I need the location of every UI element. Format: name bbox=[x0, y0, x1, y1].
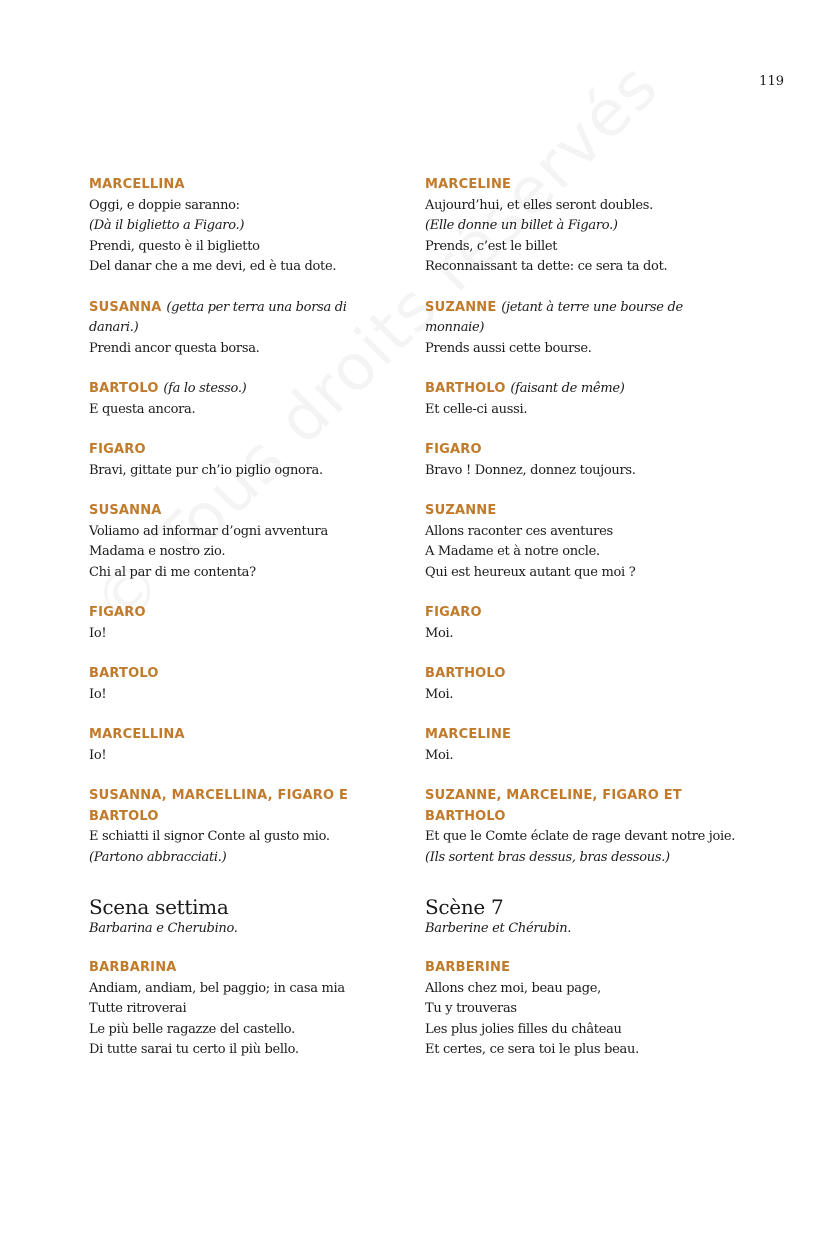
speaker-line bbox=[89, 725, 429, 746]
verse-line: A Madame et à notre oncle. bbox=[425, 544, 600, 559]
speaker-line bbox=[425, 298, 795, 319]
verse-line: Prends aussi cette bourse. bbox=[425, 340, 592, 356]
dialogue-block bbox=[89, 786, 429, 868]
italian-scene-subtitle: Barbarina e Cherubino. bbox=[89, 921, 238, 936]
stage-direction-line: (Ils sortent bras dessus, bras dessous.) bbox=[425, 849, 670, 865]
verse-line: Prends, c’est le billet bbox=[425, 238, 558, 254]
dialogue-block bbox=[425, 958, 795, 1061]
dialogue-block bbox=[425, 603, 795, 644]
verse-line: Di tutte sarai tu certo il più bello. bbox=[89, 1042, 299, 1057]
dialogue-block bbox=[425, 501, 795, 583]
stage-direction: (fa lo stesso.) bbox=[163, 381, 247, 396]
speaker-name: FIGARO bbox=[425, 442, 482, 457]
dialogue-block bbox=[89, 379, 429, 420]
speaker-line bbox=[425, 603, 795, 624]
speaker-line bbox=[89, 958, 429, 979]
verse-line: Andiam, andiam, bel paggio; in casa mia bbox=[89, 980, 345, 996]
verse-line: Prendi ancor questa borsa. bbox=[89, 340, 260, 356]
dialogue-block bbox=[425, 440, 795, 481]
italian-dialogue-a bbox=[89, 175, 429, 868]
speaker-line bbox=[425, 440, 795, 461]
stage-direction-line: danari.) bbox=[89, 320, 139, 335]
speaker-name: BARTHOLO bbox=[425, 666, 506, 681]
italian-scene-title: Scena settima bbox=[89, 895, 229, 919]
speaker-line bbox=[425, 725, 795, 746]
dialogue-block bbox=[89, 298, 429, 360]
verse-line: Les plus jolies filles du château bbox=[425, 1021, 622, 1037]
speaker-name: BARTOLO bbox=[89, 808, 159, 824]
stage-direction-line: (Elle donne un billet à Figaro.) bbox=[425, 218, 618, 233]
speaker-line bbox=[425, 786, 795, 807]
dialogue-block bbox=[425, 725, 795, 766]
dialogue-block bbox=[89, 440, 429, 481]
verse-line: Allons raconter ces aventures bbox=[425, 523, 613, 539]
verse-line: Et celle-ci aussi. bbox=[425, 401, 528, 417]
french-dialogue-a bbox=[425, 175, 795, 868]
dialogue-block bbox=[89, 175, 429, 278]
verse-line: Reconnaissant ta dette: ce sera ta dot. bbox=[425, 259, 668, 274]
verse-line: E questa ancora. bbox=[89, 401, 196, 417]
verse-line: Allons chez moi, beau page, bbox=[425, 980, 602, 996]
verse-line: Io! bbox=[89, 747, 107, 763]
verse-line: Qui est heureux autant que moi ? bbox=[425, 564, 636, 580]
speaker-line bbox=[89, 175, 429, 196]
stage-direction: (getta per terra una borsa di bbox=[166, 299, 347, 315]
french-dialogue-b bbox=[425, 958, 795, 1061]
french-scene-subtitle: Barberine et Chérubin. bbox=[425, 921, 572, 936]
speaker-line bbox=[89, 603, 429, 624]
dialogue-block bbox=[425, 298, 795, 360]
verse-line: Le più belle ragazze del castello. bbox=[89, 1021, 295, 1037]
stage-direction-line: monnaie) bbox=[425, 320, 485, 335]
dialogue-block bbox=[425, 786, 795, 868]
dialogue-block bbox=[425, 175, 795, 278]
verse-line: Et certes, ce sera toi le plus beau. bbox=[425, 1042, 639, 1057]
dialogue-block bbox=[89, 501, 429, 583]
speaker-line bbox=[89, 664, 429, 685]
stage-direction: (jetant à terre une bourse de bbox=[501, 299, 683, 315]
speaker-name: SUZANNE bbox=[425, 299, 497, 315]
verse-line: Prendi, questo è il biglietto bbox=[89, 238, 260, 254]
speaker-line bbox=[89, 501, 429, 522]
verse-line: Tutte ritroverai bbox=[89, 1001, 187, 1016]
verse-line: Bravi, gittate pur ch’io piglio ognora. bbox=[89, 462, 323, 478]
verse-line: Oggi, e doppie saranno: bbox=[89, 197, 240, 213]
speaker-name: SUSANNA bbox=[89, 299, 162, 315]
verse-line: Moi. bbox=[425, 686, 454, 702]
speaker-name: MARCELLINA bbox=[89, 727, 185, 742]
french-scene-title: Scène 7 bbox=[425, 895, 504, 919]
verse-line: Voliamo ad informar d’ogni avventura bbox=[89, 523, 328, 539]
verse-line: Madama e nostro zio. bbox=[89, 544, 226, 559]
speaker-line bbox=[425, 958, 795, 979]
speaker-line bbox=[89, 379, 429, 400]
italian-column bbox=[89, 175, 429, 1081]
speaker-name: BARTHOLO bbox=[425, 381, 506, 396]
verse-line: Del danar che a me devi, ed è tua dote. bbox=[89, 259, 337, 274]
speaker-name: BARTOLO bbox=[89, 381, 159, 396]
stage-direction: (faisant de même) bbox=[510, 381, 625, 396]
italian-dialogue-b bbox=[89, 958, 429, 1061]
speaker-name: BARBERINE bbox=[425, 960, 511, 975]
speaker-name: FIGARO bbox=[89, 442, 146, 457]
dialogue-block bbox=[89, 958, 429, 1061]
dialogue-block bbox=[425, 664, 795, 705]
dialogue-block bbox=[89, 664, 429, 705]
verse-line: E schiatti il signor Conte al gusto mio. bbox=[89, 829, 330, 844]
speaker-line bbox=[89, 440, 429, 461]
stage-direction-line: (Dà il biglietto a Figaro.) bbox=[89, 218, 245, 233]
speaker-name: BARTHOLO bbox=[425, 808, 506, 824]
speaker-line bbox=[425, 664, 795, 685]
speaker-name: FIGARO bbox=[425, 605, 482, 620]
speaker-name: FIGARO bbox=[89, 605, 146, 620]
speaker-name: SUSANNA bbox=[89, 503, 162, 518]
verse-line: Io! bbox=[89, 686, 107, 702]
speaker-name: SUZANNE bbox=[425, 503, 497, 518]
verse-line: Aujourd’hui, et elles seront doubles. bbox=[425, 197, 653, 213]
dialogue-block bbox=[425, 379, 795, 420]
verse-line: Chi al par di me contenta? bbox=[89, 564, 256, 580]
speaker-name: BARTOLO bbox=[89, 666, 159, 681]
page-number: 119 bbox=[759, 74, 784, 89]
speaker-line bbox=[89, 298, 429, 319]
speaker-line bbox=[425, 175, 795, 196]
speaker-line bbox=[425, 379, 795, 400]
speaker-line bbox=[89, 786, 429, 807]
speaker-name: MARCELINE bbox=[425, 177, 512, 192]
speaker-name: SUZANNE, MARCELINE, FIGARO ET bbox=[425, 788, 682, 803]
speaker-name: MARCELINE bbox=[425, 727, 512, 742]
stage-direction-line: (Partono abbracciati.) bbox=[89, 849, 227, 865]
verse-line: Et que le Comte éclate de rage devant notre joie. bbox=[425, 829, 736, 844]
dialogue-block bbox=[89, 725, 429, 766]
french-column bbox=[425, 175, 795, 1081]
speaker-name: MARCELLINA bbox=[89, 177, 185, 192]
verse-line: Tu y trouveras bbox=[425, 1001, 517, 1016]
speaker-name: BARBARINA bbox=[89, 960, 177, 975]
verse-line: Io! bbox=[89, 625, 107, 641]
verse-line: Bravo ! Donnez, donnez toujours. bbox=[425, 462, 636, 478]
dialogue-block bbox=[89, 603, 429, 644]
verse-line: Moi. bbox=[425, 747, 454, 763]
verse-line: Moi. bbox=[425, 625, 454, 641]
speaker-name: SUSANNA, MARCELLINA, FIGARO E bbox=[89, 788, 349, 803]
speaker-line bbox=[425, 501, 795, 522]
